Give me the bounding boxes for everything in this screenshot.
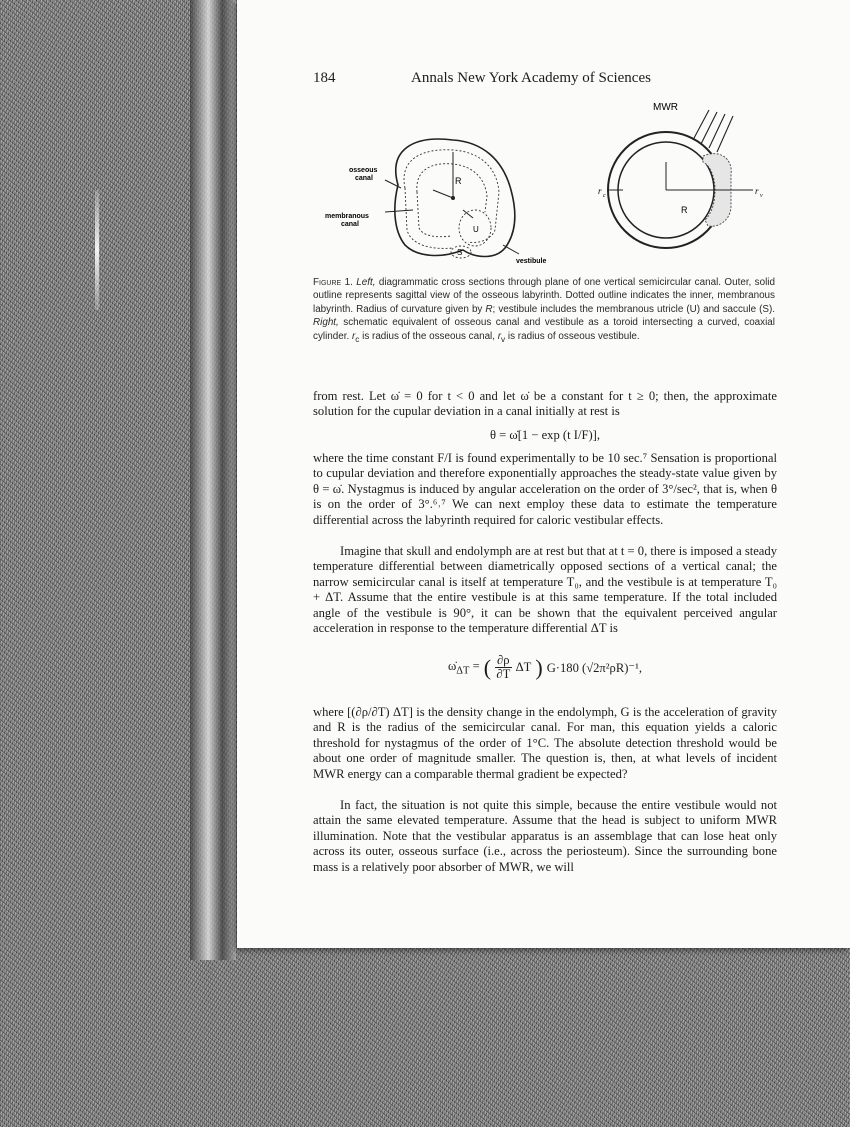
caption-text-3: schematic equivalent of osseous canal and vestibule as a toroid intersecting a curved, coaxial cylinder. (313, 317, 775, 342)
caption-text-5: is radius of osseous vestibule. (507, 330, 640, 342)
page-content (313, 0, 783, 948)
paragraph-5-text: In fact, the situation is not quite this simple, because the entire vestibule would not attain the same elevated temperature. Assume that the head is subject to uniform MWR illumination. Note that the vestibular apparatus is an assemblage that can lose heat only across its outer, osseous surface (i.e., across the periosteum). Since the surrounding bone mass is a relatively poor absorber of MWR, we will (313, 798, 777, 874)
paragraph-3 (313, 544, 777, 636)
caption-rv-sub: v (501, 334, 506, 344)
caption-figure-label: Figure 1. (313, 277, 353, 288)
caption-rc: r (351, 330, 356, 342)
label-osseous: osseous (349, 167, 378, 174)
eq2-lhs-sub: ΔT (456, 665, 470, 677)
left-diagram (325, 139, 546, 265)
label-rc: r (598, 186, 602, 196)
paragraph-5 (313, 798, 777, 875)
eq2-denominator: ∂T (496, 667, 511, 681)
paragraph-2 (313, 451, 777, 528)
caption-rc-sub: c (355, 334, 360, 344)
caption-text-1: diagrammatic cross sections through plane of one vertical semicircular canal. Outer, solid outline represents sagittal view of the osseous labyrinth. Dotted outline indicates the inner, membranous labyrinth. Radius of curvature given by (313, 277, 775, 315)
equation-2: $\omegȧ_{\Delta T}$ = ( $\frac{\partial\rho}{\partial T}$ ΔT ) G·180 (√2π²ρR)⁻¹, (447, 653, 643, 681)
vestibule-pointer (503, 245, 519, 254)
label-membranous-canal: canal (341, 221, 359, 228)
label-rv-sub: v (760, 193, 763, 199)
right-diagram (598, 102, 763, 248)
label-R-left: R (455, 176, 462, 186)
label-membranous: membranous (325, 213, 369, 220)
paper-crease (95, 190, 99, 310)
paragraph-1 (313, 389, 777, 420)
paragraph-4-text: where [(∂ρ/∂T) ΔT] is the density change in the endolymph, G is the acceleration of gravity and R is the radius of the semicircular canal. For man, this equation yields a caloric threshold for nystagmus of the order of 1°C. The absolute detection threshold would be about one order of magnitude smaller. The question is, then, at what levels of incident MWR energy can a comparable thermal gradient be expected? (313, 705, 777, 781)
caption-rv: r (497, 330, 502, 342)
figure-1 (313, 100, 783, 270)
osseous-pointer (385, 180, 401, 188)
caption-text-2: ; vestibule includes the membranous utricle (U) and saccule (S). (492, 303, 775, 315)
eq2-numerator: ∂ρ (497, 653, 510, 667)
caption-text-4: is radius of the osseous canal, (362, 330, 495, 342)
label-rv: r (755, 186, 759, 196)
journal-title: Annals New York Academy of Sciences (411, 70, 651, 86)
facing-page-edge (190, 0, 236, 960)
membranous-pointer (385, 210, 413, 212)
caption-left-label: Left, (356, 277, 376, 288)
membranous-inner (417, 164, 487, 212)
eq2-lhs: ω̇ (447, 658, 457, 673)
label-osseous-canal: canal (355, 175, 373, 182)
equation-1 (313, 428, 777, 443)
figure-caption (313, 276, 775, 346)
mwr-arrows (693, 110, 733, 152)
membranous-bottom (405, 188, 453, 248)
page-number: 184 (313, 70, 336, 86)
label-vestibule: vestibule (516, 258, 547, 265)
label-U: U (473, 225, 479, 234)
paragraph-3-text: Imagine that skull and endolymph are at rest but that at t = 0, there is imposed a steady temperature differential between diametrically opposed sections of a vertical canal; the narrow semicircular canal is itself at temperature T₀, and the vestibule is at temperature T₀ + ΔT. Assume that the entire vestibule is at this same temperature. If the total included angle of the vestibule is 90°, it can be shown that the equivalent perceived angular acceleration in response to the temperature differential ΔT is (313, 544, 777, 636)
equation-1-text: θ = ω̇[1 − exp (t I/F)], (489, 428, 601, 442)
paragraph-1-text: from rest. Let ω̇ = 0 for t < 0 and let ω̇ be a constant for t ≥ 0; then, the approximate solution for the cupular deviation in a canal initially at rest is (313, 389, 777, 419)
caption-right-label: Right, (313, 317, 339, 329)
label-S: S (457, 248, 463, 257)
label-R-right: R (681, 205, 688, 215)
label-MWR: MWR (653, 102, 678, 113)
eq2-delta: ΔT (515, 660, 532, 674)
label-rc-sub: c (603, 193, 606, 199)
paragraph-4 (313, 705, 777, 782)
running-head (313, 70, 783, 90)
paragraph-2-text: where the time constant F/I is found experimentally to be 10 sec.⁷ Sensation is proportional to cupular deviation and therefore exponentially approaches the steady-state value given by θ = ω̇. Nystagmus is induced by angular acceleration on the order of 3°/sec², that is, when θ is on the order of 3°.⁶˒⁷ We can next employ these data to estimate the temperature differential across the labyrinth required for caloric vestibular effects. (313, 451, 777, 527)
arrow-line-1 (433, 190, 453, 198)
eq2-tail: G·180 (√2π²ρR)⁻¹, (546, 660, 643, 675)
caption-R: R (485, 303, 493, 315)
